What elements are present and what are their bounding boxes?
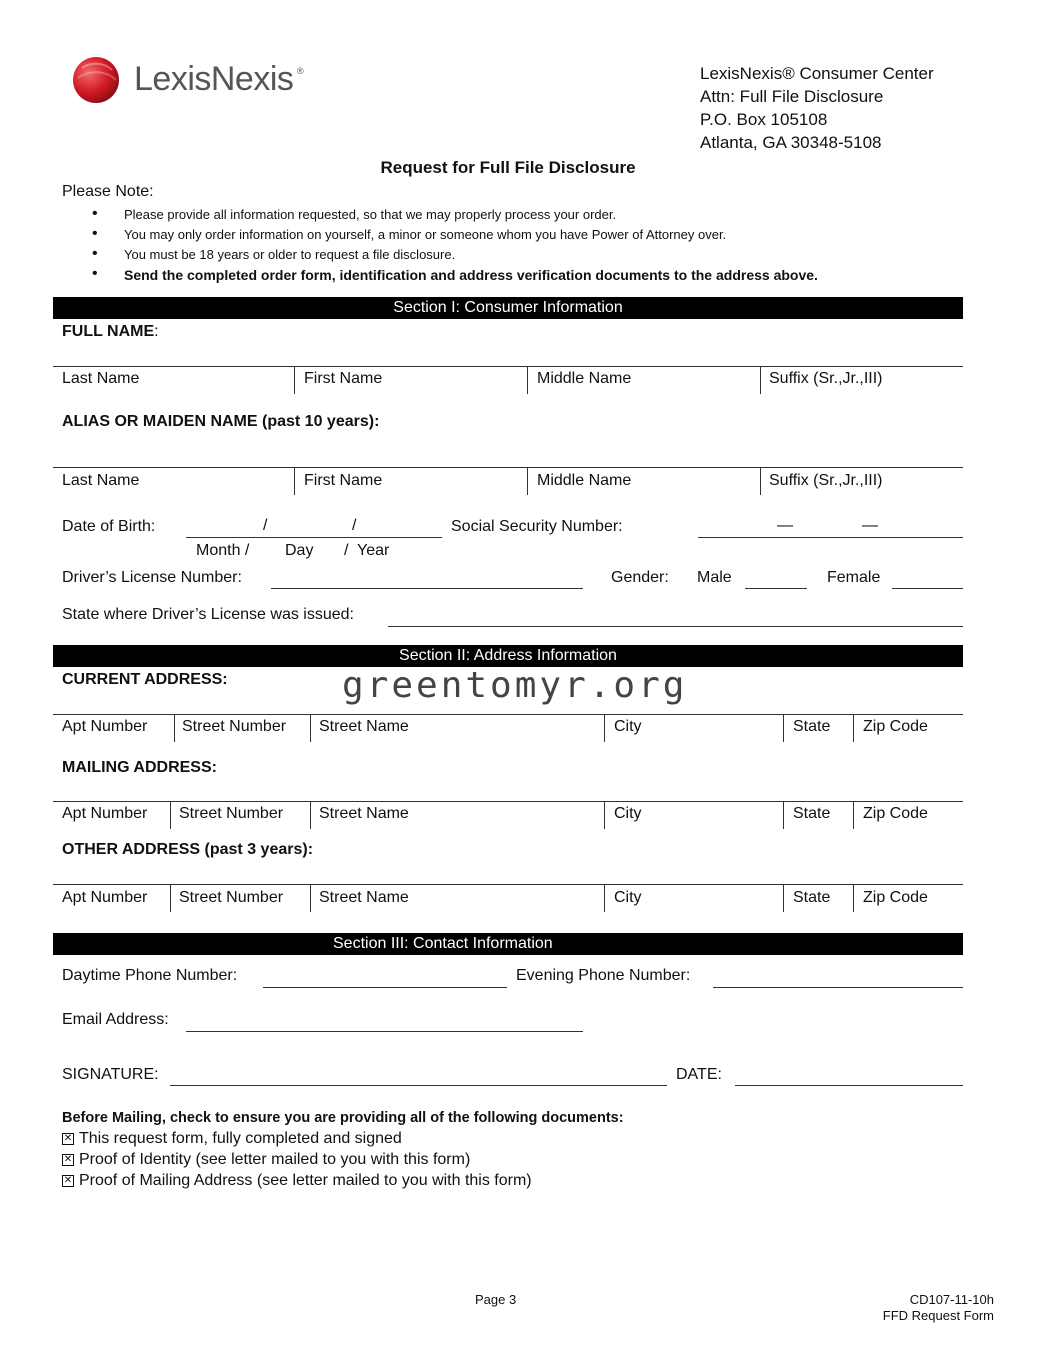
note-item: Please provide all information requested, so that we may properly process your order. <box>124 207 617 222</box>
city-label: City <box>614 805 642 822</box>
full-name-line[interactable] <box>53 366 963 367</box>
gender-label: Gender: <box>611 569 669 586</box>
dob-slash: / <box>352 517 357 534</box>
note-item: You must be 18 years or older to request a file disclosure. <box>124 247 456 262</box>
checklist-item: ✕ Proof of Identity (see letter mailed to you with this form) <box>63 1151 471 1168</box>
middle-name-label: Middle Name <box>537 370 632 387</box>
current-address-label: CURRENT ADDRESS: <box>62 671 228 688</box>
bullet-icon: • <box>92 265 98 282</box>
state-label: State <box>793 889 831 906</box>
date-label: DATE: <box>676 1066 722 1083</box>
logo-wordmark: LexisNexis <box>134 60 294 98</box>
ssn-field[interactable] <box>698 537 963 538</box>
alias-first-name-label: First Name <box>304 472 383 489</box>
state-label: State <box>793 805 831 822</box>
apt-label: Apt Number <box>62 718 148 735</box>
apt-label: Apt Number <box>62 805 148 822</box>
section-1-header: Section I: Consumer Information <box>53 297 963 319</box>
evening-phone-field[interactable] <box>713 987 963 988</box>
state-issued-label: State where Driver’s License was issued: <box>62 606 354 623</box>
ssn-label: Social Security Number: <box>451 518 623 535</box>
state-issued-field[interactable] <box>388 626 963 627</box>
street-name-label: Street Name <box>319 805 409 822</box>
alias-suffix-label: Suffix (Sr.,Jr.,III) <box>769 472 883 489</box>
city-label: City <box>614 889 642 906</box>
other-address-line[interactable] <box>53 884 963 885</box>
form-name: FFD Request Form <box>882 1308 994 1323</box>
section-3-header <box>53 933 963 955</box>
checked-box-icon: ✕ <box>63 1132 73 1144</box>
female-label: Female <box>827 569 881 586</box>
form-code: CD107-11-10h <box>909 1292 994 1307</box>
checklist-item: ✕ This request form, fully completed and signed <box>63 1130 402 1147</box>
female-field[interactable] <box>892 588 963 589</box>
checked-box-icon: ✕ <box>63 1153 73 1165</box>
ssn-dash: — <box>862 517 878 534</box>
current-address-line[interactable] <box>53 714 963 715</box>
logo-sphere-icon <box>72 56 122 104</box>
evening-phone-label: Evening Phone Number: <box>516 967 691 984</box>
watermark: greentomyr.org <box>342 665 688 706</box>
suffix-label: Suffix (Sr.,Jr.,III) <box>769 370 883 387</box>
dob-day-label: Day <box>285 542 314 559</box>
note-item-emphasis: Send the completed order form, identification and address verification documents to the address above. <box>124 267 818 283</box>
email-field[interactable] <box>186 1031 583 1032</box>
dl-field[interactable] <box>271 588 583 589</box>
ssn-dash: — <box>777 517 793 534</box>
section-3-title: Section III: Contact Information <box>333 935 553 952</box>
street-number-label: Street Number <box>182 718 287 735</box>
mailing-address-line[interactable] <box>53 801 963 802</box>
other-address-label: OTHER ADDRESS (past 3 years): <box>62 841 314 858</box>
male-field[interactable] <box>745 588 807 589</box>
note-item: You may only order information on yourself, a minor or someone whom you have Power of Attorney over. <box>124 227 727 242</box>
last-name-label: Last Name <box>62 370 140 387</box>
zip-label: Zip Code <box>863 805 928 822</box>
checked-box-icon: ✕ <box>63 1174 73 1186</box>
page-number: Page 3 <box>475 1292 517 1307</box>
dob-month-label: Month / <box>196 542 250 559</box>
email-label: Email Address: <box>62 1011 169 1028</box>
city-label: City <box>614 718 642 735</box>
mailing-address-label: MAILING ADDRESS: <box>62 759 217 776</box>
date-field[interactable] <box>735 1085 963 1086</box>
checklist-item: ✕ Proof of Mailing Address (see letter mailed to you with this form) <box>63 1172 532 1189</box>
alias-name-line[interactable] <box>53 467 963 468</box>
dob-label: Date of Birth: <box>62 518 156 535</box>
section-2-header: Section II: Address Information <box>53 645 963 667</box>
address-line-4: Atlanta, GA 30348-5108 <box>700 133 882 152</box>
apt-label: Apt Number <box>62 889 148 906</box>
male-label: Male <box>697 569 732 586</box>
alias-label: ALIAS OR MAIDEN NAME (past 10 years): <box>62 413 380 430</box>
bullet-icon: • <box>92 225 98 242</box>
daytime-phone-label: Daytime Phone Number: <box>62 967 238 984</box>
full-name-label: FULL NAME: <box>62 323 159 340</box>
street-name-label: Street Name <box>319 889 409 906</box>
daytime-phone-field[interactable] <box>263 987 507 988</box>
zip-label: Zip Code <box>863 718 928 735</box>
bullet-icon: • <box>92 245 98 262</box>
signature-label: SIGNATURE: <box>62 1066 159 1083</box>
state-label: State <box>793 718 831 735</box>
note-heading: Please Note: <box>62 183 154 200</box>
zip-label: Zip Code <box>863 889 928 906</box>
address-line-3: P.O. Box 105108 <box>700 110 828 129</box>
lexisnexis-logo: LexisNexis ® <box>72 56 122 109</box>
street-name-label: Street Name <box>319 718 409 735</box>
first-name-label: First Name <box>304 370 383 387</box>
street-number-label: Street Number <box>179 805 284 822</box>
alias-last-name-label: Last Name <box>62 472 140 489</box>
alias-middle-name-label: Middle Name <box>537 472 632 489</box>
page-title: Request for Full File Disclosure <box>380 158 636 177</box>
dob-field[interactable] <box>186 537 442 538</box>
dob-slash: / <box>263 517 268 534</box>
dob-year-label: / Year <box>344 542 390 559</box>
street-number-label: Street Number <box>179 889 284 906</box>
dl-label: Driver’s License Number: <box>62 569 242 586</box>
checklist-heading: Before Mailing, check to ensure you are providing all of the following documents: <box>62 1110 624 1126</box>
address-line-2: Attn: Full File Disclosure <box>700 87 884 106</box>
signature-field[interactable] <box>170 1085 667 1086</box>
bullet-icon: • <box>92 205 98 222</box>
address-line-1: LexisNexis® Consumer Center <box>700 64 934 83</box>
